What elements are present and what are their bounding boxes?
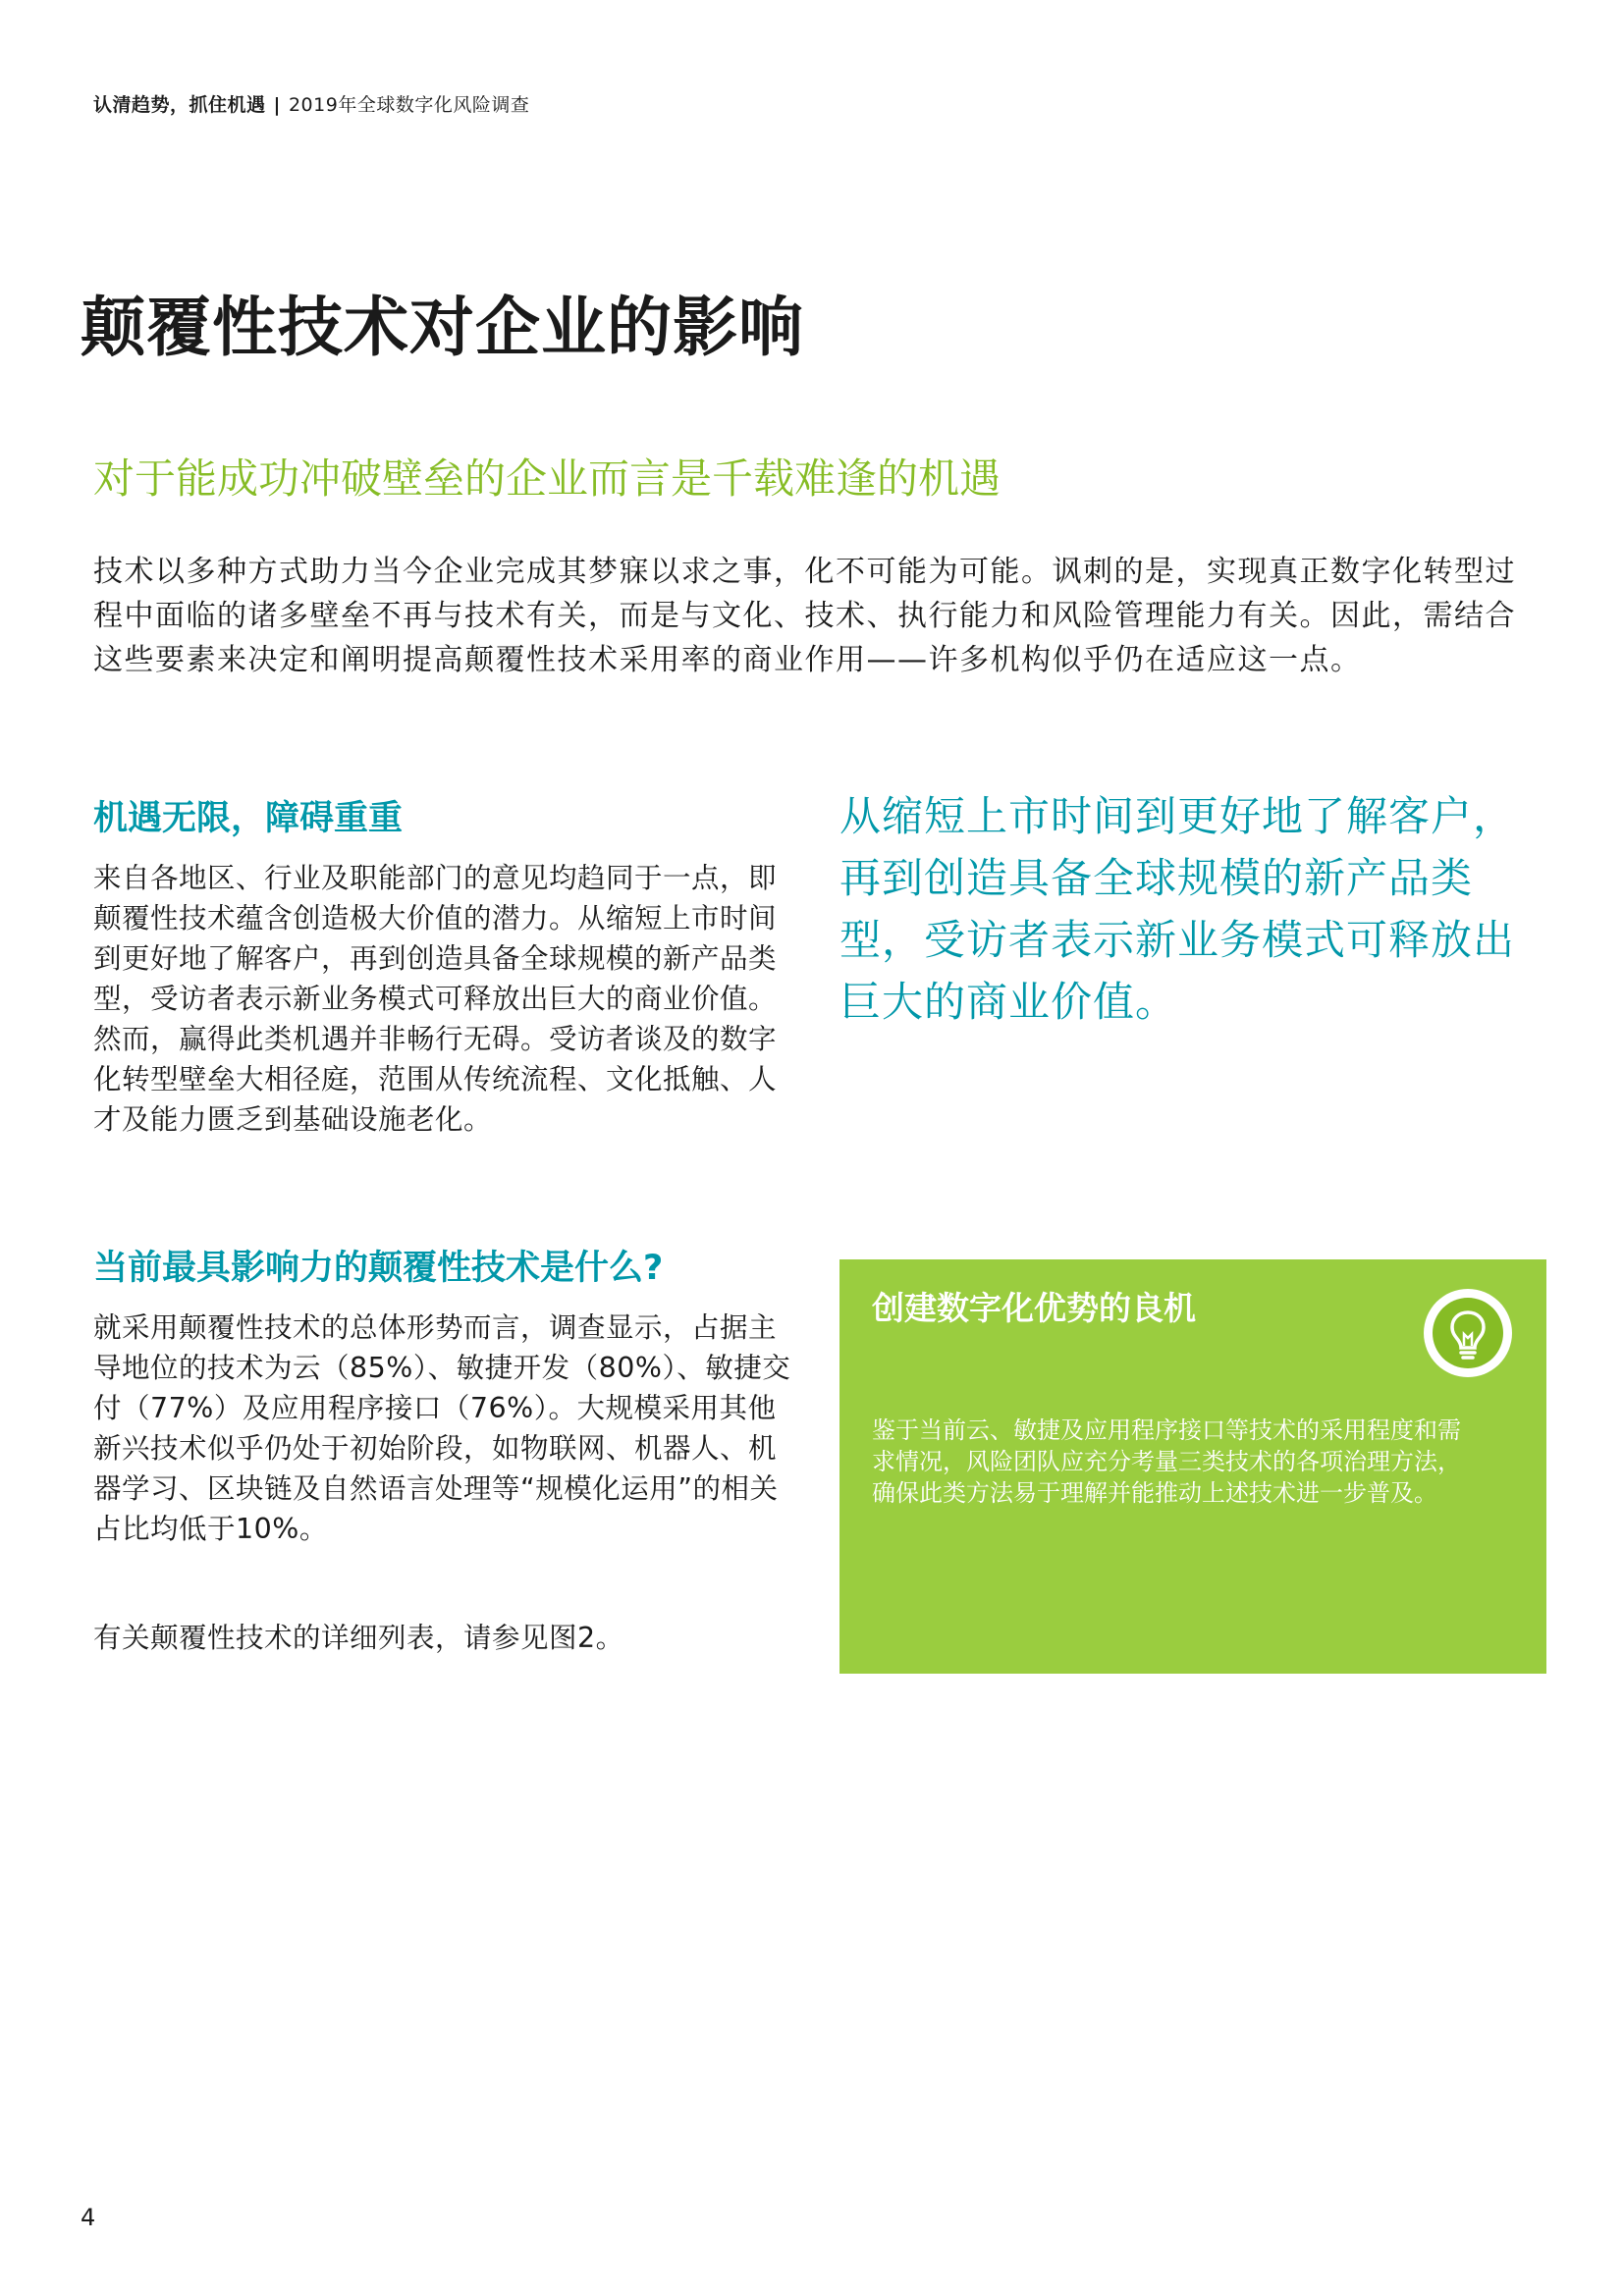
header-tagline: 认清趋势，抓住机遇 [93, 94, 266, 116]
section-heading-opportunities: 机遇无限，障碍重重 [93, 799, 404, 838]
section-heading-disruptive-tech: 当前最具影响力的颠覆性技术是什么? [93, 1249, 664, 1288]
running-header [93, 90, 529, 117]
callout-body: 鉴于当前云、敏捷及应用程序接口等技术的采用程度和需求情况，风险团队应充分考量三类技术的各项治理方法，确保此类方法易于理解并能推动上述技术进一步普及。 [872, 1416, 1461, 1507]
callout-box [839, 1259, 1546, 1674]
pull-quote: 从缩短上市时间到更好地了解客户，再到创造具备全球规模的新产品类型，受访者表示新业务模式可释放出巨大的商业价值。 [839, 792, 1516, 1026]
header-report-name: 2019年全球数字化风险调查 [288, 94, 530, 116]
callout-title: 创建数字化优势的良机 [872, 1289, 1196, 1327]
page-number: 4 [81, 2204, 96, 2231]
page-subtitle: 对于能成功冲破壁垒的企业而言是千载难逢的机遇 [93, 454, 1001, 503]
header-separator: | [273, 94, 281, 116]
intro-paragraph: 技术以多种方式助力当今企业完成其梦寐以求之事，化不可能为可能。讽刺的是，实现真正数字化转型过程中面临的诸多壁垒不再与技术有关，而是与文化、技术、执行能力和风险管理能力有关。因此，需结合这些要素来决定和阐明提高颠覆性技术采用率的商业作用——许多机构似乎仍在适应这一点。 [93, 555, 1516, 677]
lightbulb-icon-graphic [1424, 1289, 1512, 1377]
section-body-opportunities: 来自各地区、行业及职能部门的意见均趋同于一点，即颠覆性技术蕴含创造极大价值的潜力。从缩短上市时间到更好地了解客户，再到创造具备全球规模的新产品类型，受访者表示新业务模式可释放出巨大的商业价值。然而，赢得此类机遇并非畅行无碍。受访者谈及的数字化转型壁垒大相径庭，范围从传统流程、文化抵触、人才及能力匮乏到基础设施老化。 [93, 862, 778, 1136]
lightbulb-icon [1424, 1289, 1512, 1377]
section-body-disruptive-tech: 就采用颠覆性技术的总体形势而言，调查显示，占据主导地位的技术为云（85%）、敏捷开发（80%）、敏捷交付（77%）及应用程序接口（76%）。大规模采用其他新兴技术似乎仍处于初始阶段，如物联网、机器人、机器学习、区块链及自然语言处理等“规模化运用”的相关占比均低于10%。 [93, 1311, 791, 1545]
page-title: 颠覆性技术对企业的影响 [81, 290, 804, 365]
figure-reference-note: 有关颠覆性技术的详细列表，请参见图2。 [93, 1622, 624, 1654]
